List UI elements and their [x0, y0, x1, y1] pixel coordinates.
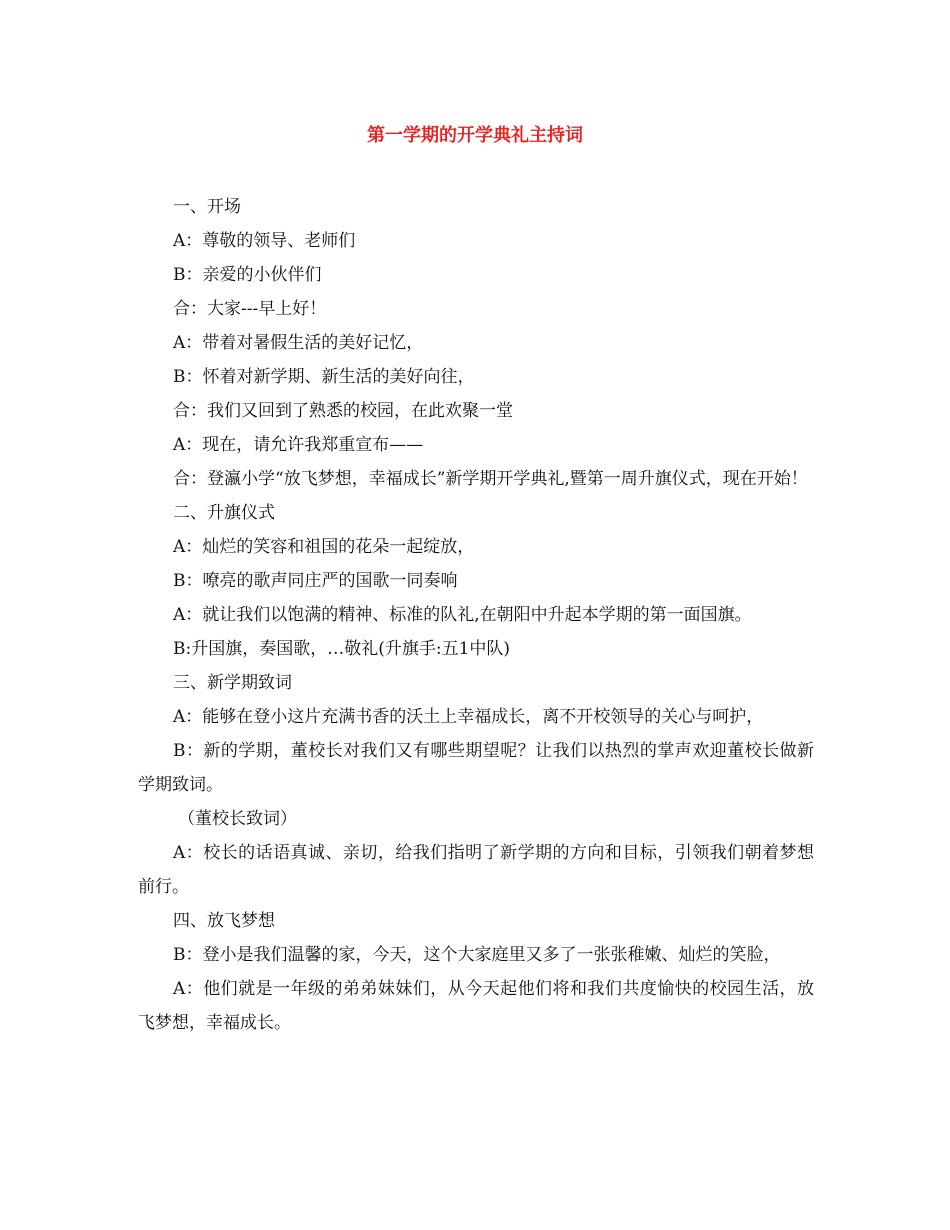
dialogue-line: A：带着对暑假生活的美好记忆，: [173, 333, 424, 353]
dialogue-line: B：嘹亮的歌声同庄严的国歌一同奏响: [173, 571, 458, 591]
document-body: [138, 190, 814, 1040]
dialogue-line: A：能够在登小这片充满书香的沃土上幸福成长，离不开校领导的关心与呵护，: [173, 707, 764, 727]
dialogue-line: B：登小是我们温馨的家，今天，这个大家庭里又多了一张张稚嫩、灿烂的笑脸，: [173, 945, 781, 965]
dialogue-line: B：亲爱的小伙伴们: [173, 265, 322, 285]
dialogue-line: 合：大家---早上好！: [173, 299, 327, 319]
dialogue-line: A：校长的话语真诚、亲切，给我们指明了新学期的方向和目标，引领我们朝着梦想前行。: [138, 843, 814, 897]
dialogue-line: 合：我们又回到了熟悉的校园，在此欢聚一堂: [173, 401, 513, 421]
section-heading: 三、新学期致词: [173, 673, 292, 693]
dialogue-line: A：就让我们以饱满的精神、标准的队礼,在朝阳中升起本学期的第一面国旗。: [173, 605, 752, 625]
dialogue-line: A：他们就是一年级的弟弟妹妹们，从今天起他们将和我们共度愉快的校园生活，放飞梦想，幸福成长。: [138, 979, 814, 1033]
dialogue-line: B:升国旗，奏国歌，…敬礼(升旗手:五1中队): [173, 639, 511, 659]
section-heading: 二、升旗仪式: [173, 503, 275, 523]
dialogue-line: A：尊敬的领导、老师们: [173, 231, 356, 251]
dialogue-line: 合：登瀛小学“放飞梦想，幸福成长”新学期开学典礼,暨第一周升旗仪式，现在开始！: [173, 469, 808, 489]
dialogue-line: B：怀着对新学期、新生活的美好向往，: [173, 367, 475, 387]
document-title: 第一学期的开学典礼主持词: [367, 125, 583, 146]
dialogue-line: A：现在，请允许我郑重宣布——: [173, 435, 424, 455]
dialogue-line: A：灿烂的笑容和祖国的花朵一起绽放，: [173, 537, 475, 557]
section-heading: 四、放飞梦想: [173, 911, 275, 931]
stage-note: （董校长致词）: [178, 809, 297, 829]
dialogue-line: B：新的学期，董校长对我们又有哪些期望呢？让我们以热烈的掌声欢迎董校长做新学期致词。: [138, 741, 814, 795]
section-heading: 一、开场: [173, 197, 241, 217]
